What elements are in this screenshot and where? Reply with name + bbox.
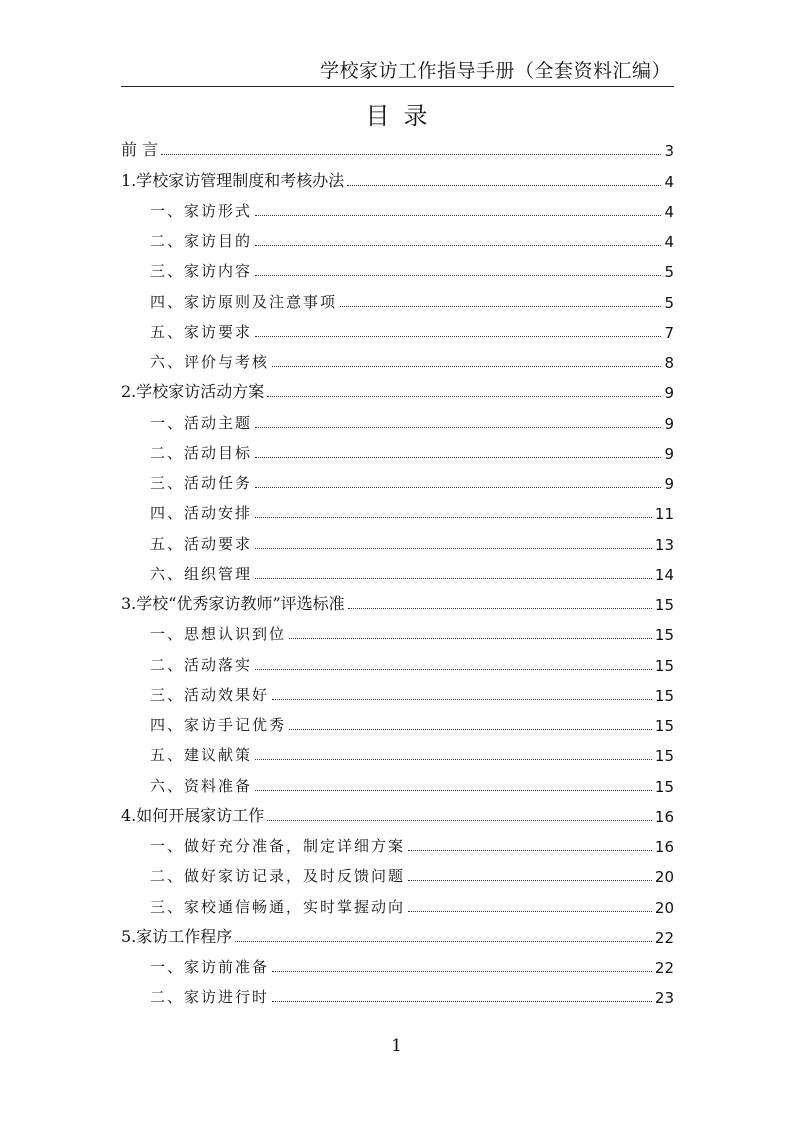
toc-entry-page: 22 [654, 928, 674, 947]
toc-entry-page: 16 [654, 807, 674, 826]
toc-entry[interactable] [121, 677, 674, 707]
toc-entry[interactable] [121, 223, 674, 253]
toc-dot-leader [272, 356, 661, 367]
toc-entry[interactable] [121, 798, 674, 828]
toc-dot-leader [255, 265, 661, 276]
toc-dot-leader [255, 235, 661, 246]
toc-entry-page: 9 [664, 384, 674, 403]
toc-dot-leader [255, 780, 652, 791]
header-divider [121, 86, 674, 87]
toc-entry[interactable] [121, 949, 674, 979]
toc-entry-label: 三、活动效果好 [150, 685, 270, 704]
toc-entry-page: 15 [654, 717, 674, 735]
toc-entry-label: 一、做好充分准备，制定详细方案 [150, 837, 406, 855]
toc-dot-leader [289, 719, 652, 730]
toc-entry[interactable] [121, 253, 674, 283]
toc-entry-label: 六、资料准备 [150, 776, 253, 795]
toc-dot-leader [408, 901, 652, 912]
toc-entry[interactable] [121, 132, 674, 162]
toc-entry-page: 3 [664, 142, 674, 161]
toc-dot-leader [255, 447, 661, 458]
toc-entry-label: 三、家访内容 [150, 262, 253, 281]
toc-dot-leader [347, 175, 661, 186]
toc-entry-label: 5.家访工作程序 [121, 926, 233, 946]
toc-entry-page: 15 [654, 626, 674, 645]
toc-entry[interactable] [121, 344, 674, 374]
toc-dot-leader [255, 326, 661, 337]
toc-dot-leader [255, 417, 661, 428]
toc-entry-label: 前 言 [121, 140, 159, 160]
toc-entry-label: 六、评价与考核 [150, 353, 270, 371]
toc-entry-label: 二、活动目标 [150, 443, 253, 462]
toc-entry-label: 四、活动安排 [150, 504, 253, 523]
toc-entry-page: 5 [664, 263, 674, 282]
toc-dot-leader [255, 568, 652, 579]
toc-entry-page: 15 [654, 747, 674, 766]
document-title: 学校家访工作指导手册（全套资料汇编） [319, 60, 671, 82]
toc-entry-page: 11 [654, 505, 674, 524]
toc-entry-label: 三、活动任务 [150, 474, 253, 492]
toc-entry-label: 1.学校家访管理制度和考核办法 [121, 170, 345, 190]
toc-dot-leader [255, 205, 661, 216]
toc-entry-label: 五、家访要求 [150, 322, 253, 341]
toc-entry-page: 20 [654, 898, 674, 917]
toc-entry[interactable] [121, 828, 674, 858]
toc-dot-leader [408, 840, 652, 851]
toc-entry-page: 13 [654, 535, 674, 554]
toc-dot-leader [340, 296, 661, 307]
toc-dot-leader [161, 144, 661, 155]
toc-heading: 目录 [365, 102, 442, 130]
toc-entry[interactable] [121, 646, 674, 676]
toc-dot-leader [267, 810, 652, 821]
toc-entry-label: 3.学校“优秀家访教师”评选标准 [121, 594, 345, 613]
toc-entry[interactable] [121, 979, 674, 1009]
toc-entry[interactable] [121, 737, 674, 767]
toc-dot-leader [255, 538, 652, 549]
toc-entry[interactable] [121, 374, 674, 404]
toc-entry[interactable] [121, 556, 674, 586]
toc-entry[interactable] [121, 162, 674, 192]
toc-entry-page: 22 [654, 959, 674, 977]
toc-entry[interactable] [121, 495, 674, 525]
toc-dot-leader [272, 961, 652, 972]
toc-entry-label: 四、家访手记优秀 [150, 716, 287, 734]
toc-dot-leader [408, 870, 652, 881]
toc-entry-label: 五、建议献策 [150, 746, 253, 765]
toc-entry[interactable] [121, 435, 674, 465]
toc-dot-leader [255, 507, 652, 518]
toc-entry-label: 六、组织管理 [150, 564, 253, 583]
toc-dot-leader [289, 628, 652, 639]
toc-entry-page: 9 [664, 414, 674, 433]
toc-entry[interactable] [121, 888, 674, 918]
toc-dot-leader [255, 477, 661, 488]
toc-entry[interactable] [121, 767, 674, 797]
toc-dot-leader [267, 386, 661, 397]
toc-entry-page: 15 [654, 686, 674, 705]
toc-entry-label: 2.学校家访活动方案 [121, 382, 265, 402]
toc-entry-label: 四、家访原则及注意事项 [150, 292, 338, 311]
toc-entry-label: 二、活动落实 [150, 655, 253, 674]
table-of-contents [121, 132, 674, 1009]
toc-entry-page: 7 [664, 323, 674, 342]
toc-entry-label: 三、家校通信畅通，实时掌握动向 [150, 897, 406, 916]
toc-dot-leader [272, 689, 652, 700]
toc-entry[interactable] [121, 919, 674, 949]
toc-entry-page: 4 [664, 233, 674, 251]
toc-entry[interactable] [121, 858, 674, 888]
toc-entry-page: 9 [664, 444, 674, 463]
toc-entry-label: 二、家访目的 [150, 232, 253, 250]
toc-entry[interactable] [121, 193, 674, 223]
toc-entry[interactable] [121, 465, 674, 495]
toc-entry-page: 8 [664, 354, 674, 372]
toc-entry[interactable] [121, 586, 674, 616]
toc-entry-page: 15 [654, 777, 674, 796]
toc-entry-page: 5 [664, 293, 674, 312]
toc-entry[interactable] [121, 525, 674, 555]
toc-dot-leader [255, 749, 652, 760]
toc-entry-label: 一、活动主题 [150, 413, 253, 432]
toc-entry[interactable] [121, 616, 674, 646]
toc-entry-page: 20 [654, 868, 674, 887]
toc-entry-page: 16 [654, 838, 674, 856]
toc-entry[interactable] [121, 404, 674, 434]
toc-entry-label: 五、活动要求 [150, 534, 253, 553]
toc-dot-leader [348, 598, 652, 609]
toc-entry-label: 二、做好家访记录，及时反馈问题 [150, 867, 406, 886]
toc-entry-page: 23 [654, 989, 674, 1008]
toc-entry-label: 4.如何开展家访工作 [121, 805, 265, 825]
toc-dot-leader [255, 659, 652, 670]
toc-entry-page: 15 [654, 596, 674, 614]
toc-entry[interactable] [121, 314, 674, 344]
toc-entry[interactable] [121, 283, 674, 313]
toc-entry[interactable] [121, 707, 674, 737]
toc-entry-label: 一、思想认识到位 [150, 625, 287, 644]
toc-entry-page: 4 [664, 202, 674, 221]
toc-entry-page: 4 [664, 172, 674, 191]
page-number: 1 [391, 1036, 402, 1056]
toc-entry-page: 9 [664, 475, 674, 493]
toc-entry-page: 15 [654, 656, 674, 675]
toc-entry-page: 14 [654, 565, 674, 584]
toc-dot-leader [235, 931, 652, 942]
toc-entry-label: 二、家访进行时 [150, 988, 270, 1007]
toc-entry-label: 一、家访前准备 [150, 958, 270, 976]
toc-dot-leader [272, 991, 652, 1002]
toc-entry-label: 一、家访形式 [150, 201, 253, 220]
